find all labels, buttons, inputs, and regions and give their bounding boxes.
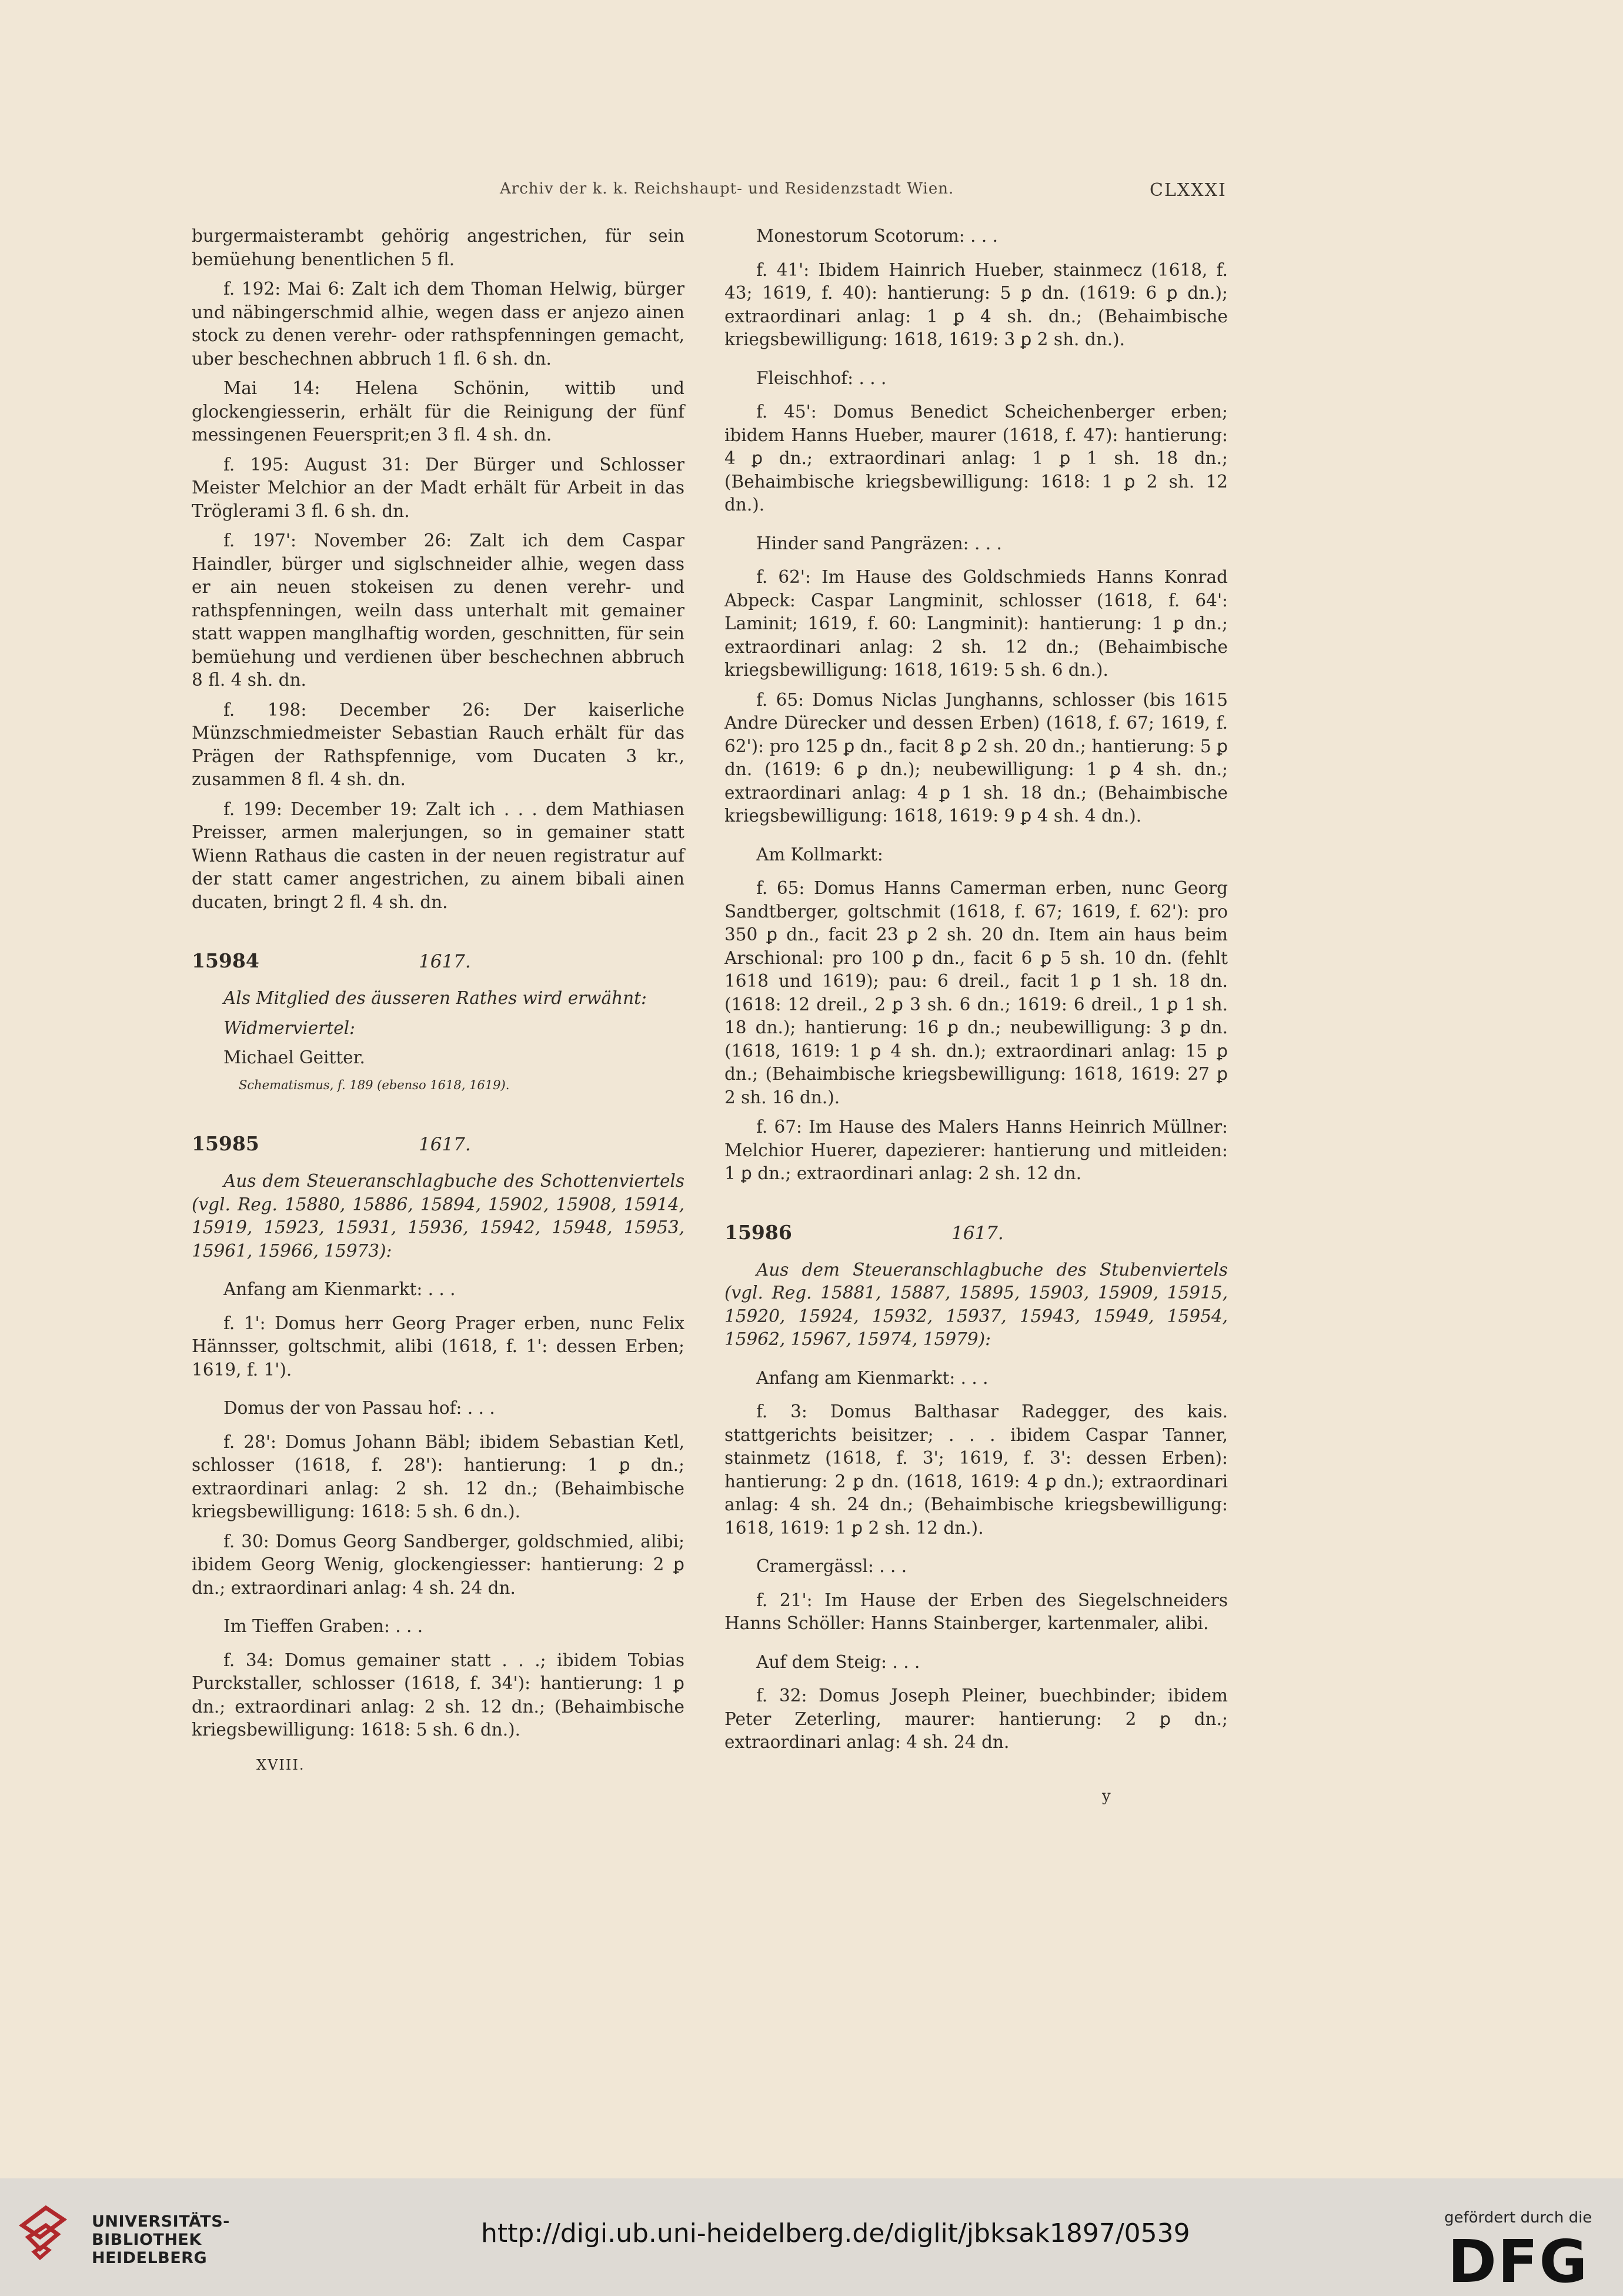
source-url-link[interactable]: http://digi.ub.uni-heidelberg.de/diglit/jbksak1897/0539	[481, 2218, 1190, 2248]
paragraph: f. 21': Im Hause der Erben des Siegelschneiders Hanns Schöller: Hanns Stainberger, kartenmaler, alibi.	[724, 1590, 1228, 1633]
location-heading: Auf dem Steig: . . .	[756, 1651, 920, 1672]
location-heading: Fleischhof: . . .	[756, 368, 887, 388]
entry-number: 15985	[192, 1132, 259, 1155]
paragraph: Mai 14: Helena Schönin, wittib und glockengiesserin, erhält für die Reinigung der fünf messingenen Feuersprit;en 3 fl. 4 sh. dn.	[192, 378, 684, 445]
dfg-logo: DFG	[1448, 2227, 1589, 2296]
library-name-line: HEIDELBERG	[92, 2249, 208, 2267]
entry-intro: Aus dem Steueranschlagbuche des Stubenviertels (vgl. Reg. 15881, 15887, 15895, 15903, 15909, 15915, 15920, 15924, 15932, 15937, 15943, 15949, 15954, 15962, 15967, 15974, 15979):	[724, 1259, 1228, 1349]
library-name	[92, 2212, 230, 2267]
paragraph: f. 45': Domus Benedict Scheichenberger erben; ibidem Hanns Hueber, maurer (1618, f. 47): hantierung: 4 ꝑ dn.; extraordinari anlag: 1 ꝑ 1 sh. 18 dn.; (Behaimbische kriegsbewilligung: 1618: 1 ꝑ 2 sh. 12 dn.).	[724, 402, 1228, 515]
paragraph: f. 192: Mai 6: Zalt ich dem Thoman Helwig, bürger und näbingerschmid alhie, wegen dass er anjezo ainen stock zu denen verehr- oder rathspfenningen gemacht, uber beschechnen abbruch 1 fl. 6 sh. dn.	[192, 279, 684, 369]
page-number: CLXXXI	[1150, 180, 1227, 201]
sponsor-line: gefördert durch die	[1444, 2209, 1592, 2227]
person-name: Michael Geitter.	[223, 1047, 365, 1067]
entry-heading	[724, 1221, 1228, 1248]
location-heading: Anfang am Kienmarkt: . . .	[756, 1367, 989, 1388]
entry-heading	[192, 949, 684, 976]
location-heading: Anfang am Kienmarkt: . . .	[223, 1279, 456, 1299]
header-title: Archiv der k. k. Reichshaupt- und Residenzstadt Wien.	[500, 180, 954, 198]
paragraph: f. 28': Domus Johann Bäbl; ibidem Sebastian Ketl, schlosser (1618, f. 28'): hantierung: 1 ꝑ dn.; extraordinari anlag: 2 sh. 12 dn.; (Behaimbische kriegsbewilligung: 1618: 5 sh. 6 dn.).	[192, 1431, 684, 1521]
paragraph: f. 197': November 26: Zalt ich dem Caspar Haindler, bürger und siglschneider alhie, wegen dass er ain neuen stokeisen zu denen verehr- und rathspfenningen, weiln dass unterhalt mit gemainer statt wappen manglhaftig worden, geschnitten, für sein bemüehung und verdienen über beschechnen abbruch 8 fl. 4 sh. dn.	[192, 530, 684, 690]
paragraph: f. 3: Domus Balthasar Radegger, des kais. stattgerichts beisitzer; . . . ibidem Caspar Tanner, stainmetz (1618, f. 3'; 1619, f. 3': dessen Erben): hantierung: 2 ꝑ dn. (1618, 1619: 4 ꝑ dn.); extraordinari anlag: 4 sh. 24 dn.; (Behaimbische kriegsbewilligung: 1618, 1619: 1 ꝑ 2 sh. 12 dn.).	[724, 1401, 1228, 1538]
paragraph: f. 198: December 26: Der kaiserliche Münzschmiedmeister Sebastian Rauch erhält für das Prägen der Rathspfennige, vom Ducaten 3 kr., zusammen 8 fl. 4 sh. dn.	[192, 699, 684, 789]
library-name-line: BIBLIOTHEK	[92, 2231, 202, 2249]
location-heading: Monestorum Scotorum: . . .	[756, 226, 998, 246]
paragraph: f. 34: Domus gemainer statt . . .; ibidem Tobias Purckstaller, schlosser (1618, f. 34'): hantierung: 1 ꝑ dn.; extraordinari anlag: 2 sh. 12 dn.; (Behaimbische kriegsbewilligung: 1618: 5 sh. 6 dn.).	[192, 1650, 684, 1740]
entry-year: 1617.	[419, 1134, 471, 1155]
quire-mark: XVIII.	[256, 1756, 305, 1773]
left-column	[192, 225, 684, 1777]
subheading: Widmerviertel:	[223, 1017, 356, 1038]
paragraph: f. 30: Domus Georg Sandberger, goldschmied, alibi; ibidem Georg Wenig, glockengiesser: hantierung: 2 ꝑ dn.; extraordinari anlag: 4 sh. 24 dn.	[192, 1531, 684, 1598]
entry-heading	[192, 1132, 684, 1159]
paragraph: f. 65: Domus Hanns Camerman erben, nunc Georg Sandtberger, goltschmit (1618, f. 67; 1619, f. 62'): pro 350 ꝑ dn., facit 23 ꝑ 2 sh. 20 dn. Item ain haus beim Arschional: pro 100 ꝑ dn., facit 6 ꝑ 5 sh. 10 dn. (fehlt 1618 und 1619); pau: 6 dreil., facit 1 ꝑ 1 sh. 18 dn. (1618: 12 dreil., 2 ꝑ 3 sh. 6 dn.; 1619: 6 dreil., 1 ꝑ 1 sh. 18 dn.); hantierung: 16 ꝑ dn.; neubewilligung: 3 ꝑ dn. (1618, 1619: 1 ꝑ 4 sh. dn.); extraordinari anlag: 15 ꝑ dn.; (Behaimbische kriegsbewilligung: 1618, 1619: 27 ꝑ 2 sh. 16 dn.).	[724, 878, 1228, 1107]
entry-year: 1617.	[951, 1222, 1004, 1244]
right-column	[724, 225, 1228, 1761]
paragraph: burgermaisterambt gehörig angestrichen, für sein bemüehung benentlichen 5 fl.	[192, 226, 684, 269]
paragraph: f. 199: December 19: Zalt ich . . . dem Mathiasen Preisser, armen malerjungen, so in gemainer statt Wienn Rathaus die casten in der neuen registratur auf der statt camer angestrichen, zu ainem bibali ainen ducaten, bringt 2 fl. 4 sh. dn.	[192, 799, 684, 912]
entry-number: 15984	[192, 949, 259, 972]
paragraph: f. 67: Im Hause des Malers Hanns Heinrich Müllner: Melchior Huerer, dapezierer: hantierung und mitleiden: 1 ꝑ dn.; extraordinari anlag: 2 sh. 12 dn.	[724, 1117, 1228, 1183]
location-heading: Im Tieffen Graben: . . .	[223, 1616, 423, 1636]
location-heading: Cramergässl: . . .	[756, 1556, 907, 1576]
source-note: Schematismus, f. 189 (ebenso 1618, 1619).	[239, 1077, 510, 1092]
entry-year: 1617.	[419, 951, 471, 972]
paragraph: f. 65: Domus Niclas Junghanns, schlosser (bis 1615 Andre Dürecker und dessen Erben) (1618, f. 67; 1619, f. 62'): pro 125 ꝑ dn., facit 8 ꝑ 2 sh. 20 dn.; hantierung: 5 ꝑ dn. (1619: 6 ꝑ dn.); neubewilligung: 1 ꝑ 4 sh. dn.; extraordinari anlag: 4 ꝑ 1 sh. 18 dn.; (Behaimbische kriegsbewilligung: 1618, 1619: 9 ꝑ 4 sh. 4 dn.).	[724, 689, 1228, 826]
paragraph: f. 62': Im Hause des Goldschmieds Hanns Konrad Abpeck: Caspar Langminit, schlosser (1618, f. 64': Laminit; 1619, f. 60: Langminit): hantierung: 1 ꝑ dn.; extraordinari anlag: 2 sh. 12 dn.; (Behaimbische kriegsbewilligung: 1618, 1619: 5 sh. 6 dn.).	[724, 567, 1228, 680]
location-heading: Domus der von Passau hof: . . .	[223, 1398, 495, 1418]
entry-intro: Aus dem Steueranschlagbuche des Schottenviertels (vgl. Reg. 15880, 15886, 15894, 15902, 15908, 15914, 15919, 15923, 15931, 15936, 15942, 15948, 15953, 15961, 15966, 15973):	[192, 1171, 684, 1261]
paragraph: f. 41': Ibidem Hainrich Hueber, stainmecz (1618, f. 43; 1619, f. 40): hantierung: 5 ꝑ dn. (1619: 6 ꝑ dn.); extraordinari anlag: 1 ꝑ 4 sh. dn.; (Behaimbische kriegsbewilligung: 1618, 1619: 3 ꝑ 2 sh. dn.).	[724, 259, 1228, 349]
paragraph: f. 32: Domus Joseph Pleiner, buechbinder; ibidem Peter Zeterling, maurer: hantierung: 2 ꝑ dn.; extraordinari anlag: 4 sh. 24 dn.	[724, 1686, 1228, 1752]
location-heading: Hinder sand Pangräzen: . . .	[756, 533, 1002, 553]
entry-number: 15986	[724, 1220, 792, 1244]
location-heading: Am Kollmarkt:	[756, 844, 883, 865]
library-name-line: UNIVERSITÄTS-	[92, 2212, 230, 2231]
entry-intro: Als Mitglied des äusseren Rathes wird erwähnt:	[223, 988, 647, 1008]
signature-mark: y	[1102, 1787, 1111, 1805]
paragraph: f. 195: August 31: Der Bürger und Schlosser Meister Melchior an der Madt erhält für Arbeit in das Tröglerami 3 fl. 6 sh. dn.	[192, 454, 684, 521]
library-logo-icon	[16, 2202, 68, 2267]
footer-bar	[0, 2178, 1623, 2296]
paragraph: f. 1': Domus herr Georg Prager erben, nunc Felix Hännsser, goltschmit, alibi (1618, f. 1': dessen Erben; 1619, f. 1').	[192, 1313, 684, 1380]
running-header	[0, 180, 1623, 209]
